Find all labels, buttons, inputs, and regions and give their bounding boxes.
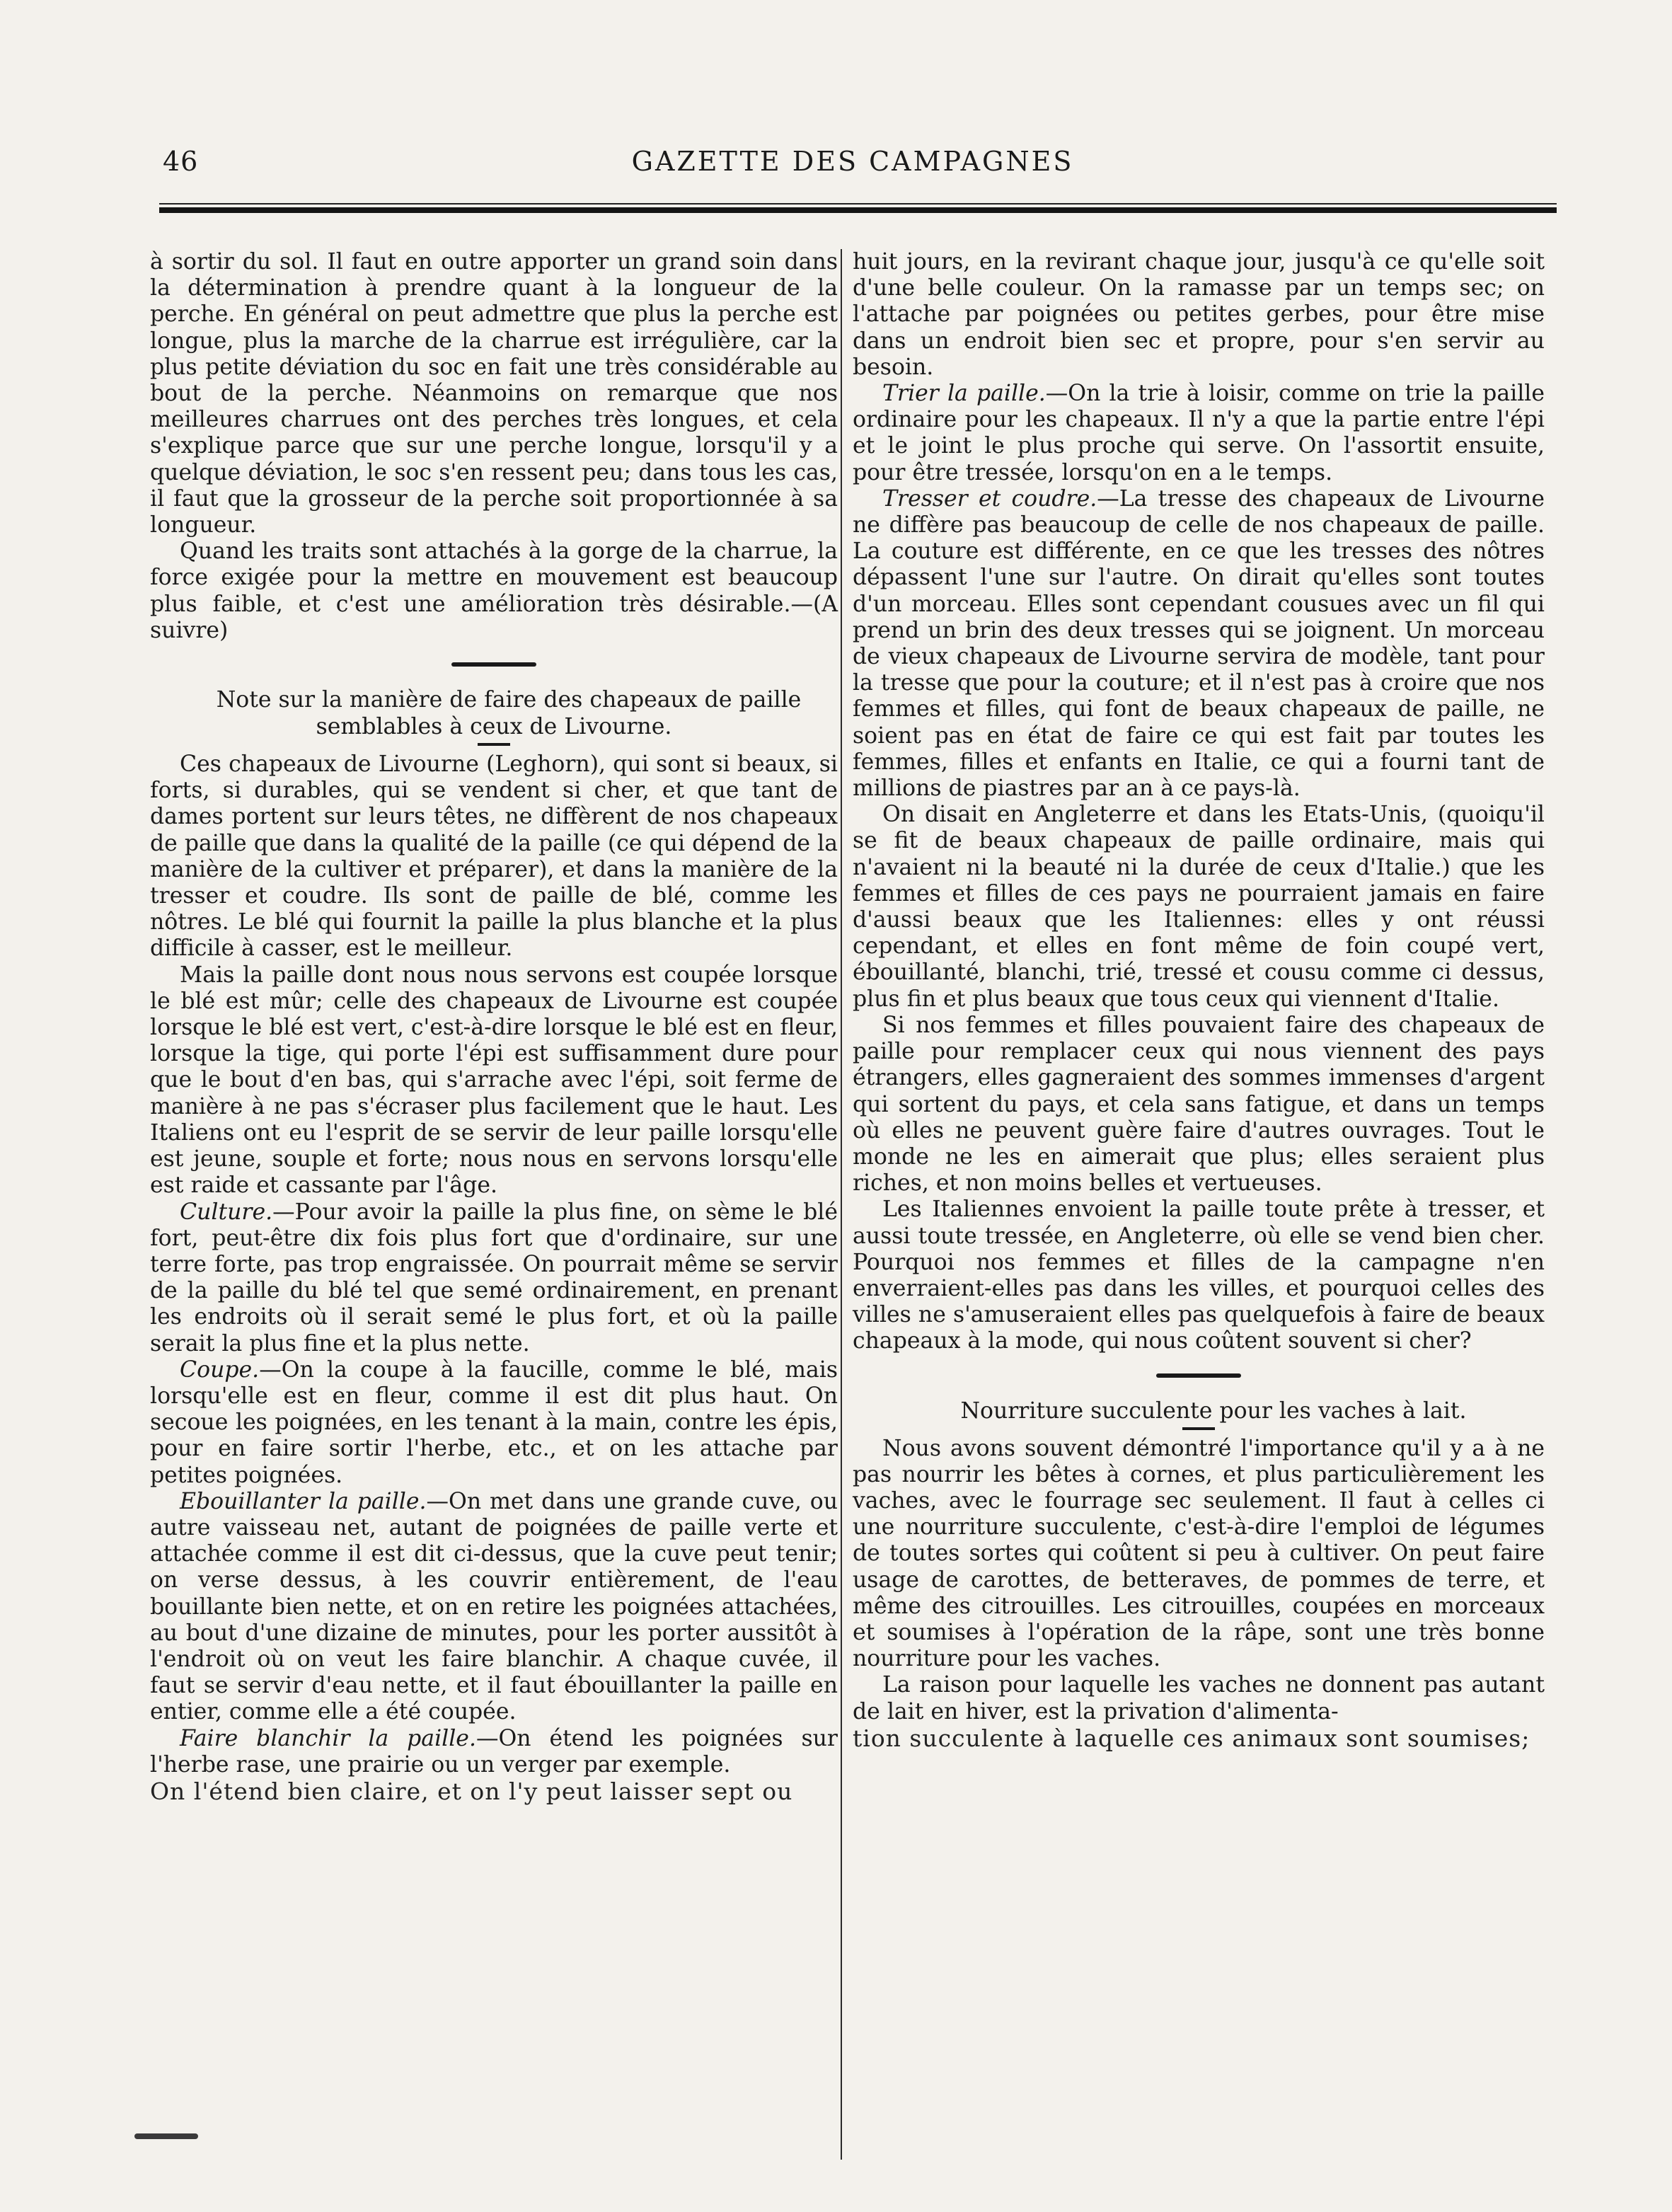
paragraph: La raison pour laquelle les vaches ne donnent pas autant de lait en hiver, est la privation d'alimenta- [853,1672,1545,1724]
page-header [149,142,1557,184]
paragraph [150,1199,838,1357]
running-title: GAZETTE DES CAMPAGNES [631,146,1074,177]
paragraph-label: Ebouillanter la paille. [180,1488,427,1514]
paragraph-text: —On la coupe à la faucille, comme le blé, mais lorsqu'elle est en fleur, comme il est dit plus haut. On secoue les poignées, en les tenant à la main, contre les épis, pour en faire sortir l'herbe, etc., et on les attache par petites poignées. [150,1356,838,1488]
header-rule [159,207,1557,213]
paragraph-label: Trier la paille. [882,381,1046,407]
paragraph-label: Tresser et coudre. [882,485,1097,512]
paragraph: Quand les traits sont attachés à la gorge de la charrue, la force exigée pour la mettre en mouvement est beaucoup plus faible, et c'est une amélioration très désirable.—(A suivre) [150,538,838,643]
paragraph-text: —On la trie à loisir, comme on trie la paille ordinaire pour les chapeaux. Il n'y a que la partie entre l'épi et le joint le plus proche qui serve. On l'assortit ensuite, pour être tressée, lorsqu'on en a le temps. [853,381,1545,485]
column-divider [841,249,842,2160]
right-column [853,249,1545,1751]
bottom-smudge [134,2133,198,2139]
page-number: 46 [163,146,199,177]
left-column [150,249,838,1804]
paragraph: Ces chapeaux de Livourne (Leghorn), qui sont si beaux, si forts, si durables, qui se vendent si cher, et que tant de dames portent sur leurs têtes, ne diffèrent de nos chapeaux de paille que dans la qualité de la paille (ce qui dépend de la manière de la cultiver et préparer), et dans la manière de la tresser et coudre. Ils sont de paille de blé, comme les nôtres. Le blé qui fournit la paille la plus blanche et la plus difficile à casser, est le meilleur. [150,751,838,962]
paragraph [150,1489,838,1726]
paragraph [853,486,1545,802]
paragraph-label: Culture. [180,1199,273,1225]
title-dash [478,743,510,746]
section-title: Nourriture succulente pour les vaches à lait. [960,1398,1467,1424]
title-dash [1182,1427,1215,1430]
header-rule-thin [159,203,1557,205]
paragraph-label: Coupe. [180,1356,260,1383]
paragraph: Mais la paille dont nous nous servons est coupée lorsque le blé est mûr; celle des chapeaux de Livourne est coupée lorsque le blé est vert, c'est-à-dire lorsque le blé est en fleur, lorsque la tige, qui porte l'épi est suffisamment dure pour que le bout d'en bas, qui s'arrache avec l'épi, soit ferme de manière à ne pas s'écraser plus facilement que le haut. Les Italiens ont eu l'esprit de se servir de leur paille lorsqu'elle est jeune, souple et forte; nous nous en servons lorsqu'elle est raide et cassante par l'âge. [150,962,838,1199]
paragraph [853,381,1545,486]
paragraph-text: —On étend les poignées sur l'herbe rase, une prairie ou un verger par exemple. [150,1725,838,1778]
last-line: On l'étend bien claire, et on l'y peut laisser sept ou [150,1777,793,1805]
paragraph: Les Italiennes envoient la paille toute prête à tresser, et aussi toute tressée, en Angleterre, où elle se vend bien cher. Pourquoi nos femmes et filles de la campagne n'en enverraient-elles pas dans les villes, et pourquoi celles des villes ne s'amuseraient elles pas quelquefois à faire de beaux chapeaux à la mode, qui nous coûtent souvent si cher? [853,1197,1545,1354]
paragraph: huit jours, en la revirant chaque jour, jusqu'à ce qu'elle soit d'une belle couleur. On la ramasse par un temps sec; on l'attache par poignées ou petites gerbes, pour être mise dans un endroit bien sec et propre, pour s'en servir au besoin. [853,249,1545,380]
section-separator [1156,1373,1241,1378]
paragraph [150,1726,838,1778]
section-separator [451,662,536,667]
paragraph-text: —La tresse des chapeaux de Livourne ne diffère pas beaucoup de celle de nos chapeaux de paille. La couture est différente, en ce que les tresses des nôtres dépassent l'une sur l'autre. On dirait qu'elles sont toutes d'un morceau. Elles sont cependant cousues avec un fil qui prend un brin des deux tresses qui se joignent. Un morceau de vieux chapeaux de Livourne servira de modèle, tant pour la tresse que pour la couture; et il n'est pas à croire que nos femmes et filles, qui font de beaux chapeaux de paille, ne soient pas en état de faire ce qui est fait par toutes les femmes, filles et enfants en Italie, ce qui a fourni tant de millions de piastres par an à ce pays-là. [853,485,1545,802]
paragraph: à sortir du sol. Il faut en outre apporter un grand soin dans la détermination à prendre quant à la longueur de la perche. En général on peut admettre que plus la perche est longue, plus la marche de la charrue est irrégulière, car la plus petite déviation du soc en fait une très considérable au bout de la perche. Néanmoins on remarque que nos meilleures charrues ont des perches très longues, et cela s'explique parce que sur une perche longue, lorsqu'il y a quelque déviation, le soc s'en ressent peu; dans tous les cas, il faut que la grosseur de la perche soit proportionnée à sa longueur. [150,249,838,538]
paragraph-text: —Pour avoir la paille la plus fine, on sème le blé fort, peut-être dix fois plus fort que d'ordinaire, sur une terre forte, pas trop engraissée. On pourrait même se servir de la paille du blé tel que semé ordinairement, en prenant les endroits où il serait semé le plus fort, et où la paille serait la plus fine et la plus nette. [150,1199,838,1356]
paragraph-text: —On met dans une grande cuve, ou autre vaisseau net, autant de poignées de paille verte et attachée comme il est dit ci-dessus, que la cuve peut tenir; on verse dessus, à les couvrir entièrement, de l'eau bouillante bien nette, et on en retire les poignées attachées, au bout d'une dizaine de minutes, pour les porter aussitôt à l'endroit où on veut les faire blanchir. A chaque cuvée, il faut se servir d'eau nette, et il faut ébouillanter la paille en entier, comme elle a été coupée. [150,1488,838,1725]
paragraph: On disait en Angleterre et dans les Etats-Unis, (quoiqu'il se fit de beaux chapeaux de paille ordinaire, mais qui n'avaient ni la beauté ni la durée de ceux d'Italie.) que les femmes et filles de ces pays ne pourraient jamais en faire d'aussi beaux que les Italiennes: elles y ont réussi cependant, et elles en font même de foin coupé vert, ébouillanté, blanchi, trié, tressé et cousu comme ci dessus, plus fin et plus beaux que tous ceux qui viennent d'Italie. [853,802,1545,1012]
section-title: Note sur la manière de faire des chapeaux de paille semblables à ceux de Livourne. [216,687,802,740]
paragraph: Si nos femmes et filles pouvaient faire des chapeaux de paille pour remplacer ceux qui nous viennent des pays étrangers, elles gagneraient des sommes immenses d'argent qui sortent du pays, et cela sans fatigue, et dans un temps où elles ne peuvent guère faire d'autres ouvrages. Tout le monde ne les en aimerait que plus; elles seraient plus riches, et non moins belles et vertueuses. [853,1012,1545,1197]
paragraph [150,1357,838,1489]
paragraph: Nous avons souvent démontré l'importance qu'il y a à ne pas nourrir les bêtes à cornes, et plus particulièrement les vaches, avec le fourrage sec seulement. Il faut à celles ci une nourriture succulente, c'est-à-dire l'emploi de légumes de toutes sortes qui coûtent si peu à cultiver. On peut faire usage de carottes, de betteraves, de pommes de terre, et même des citrouilles. Les citrouilles, coupées en morceaux et soumises à l'opération de la râpe, sont une très bonne nourriture pour les vaches. [853,1435,1545,1672]
last-line: tion succulente à laquelle ces animaux sont soumises; [853,1724,1530,1752]
paragraph-label: Faire blanchir la paille. [180,1725,476,1751]
